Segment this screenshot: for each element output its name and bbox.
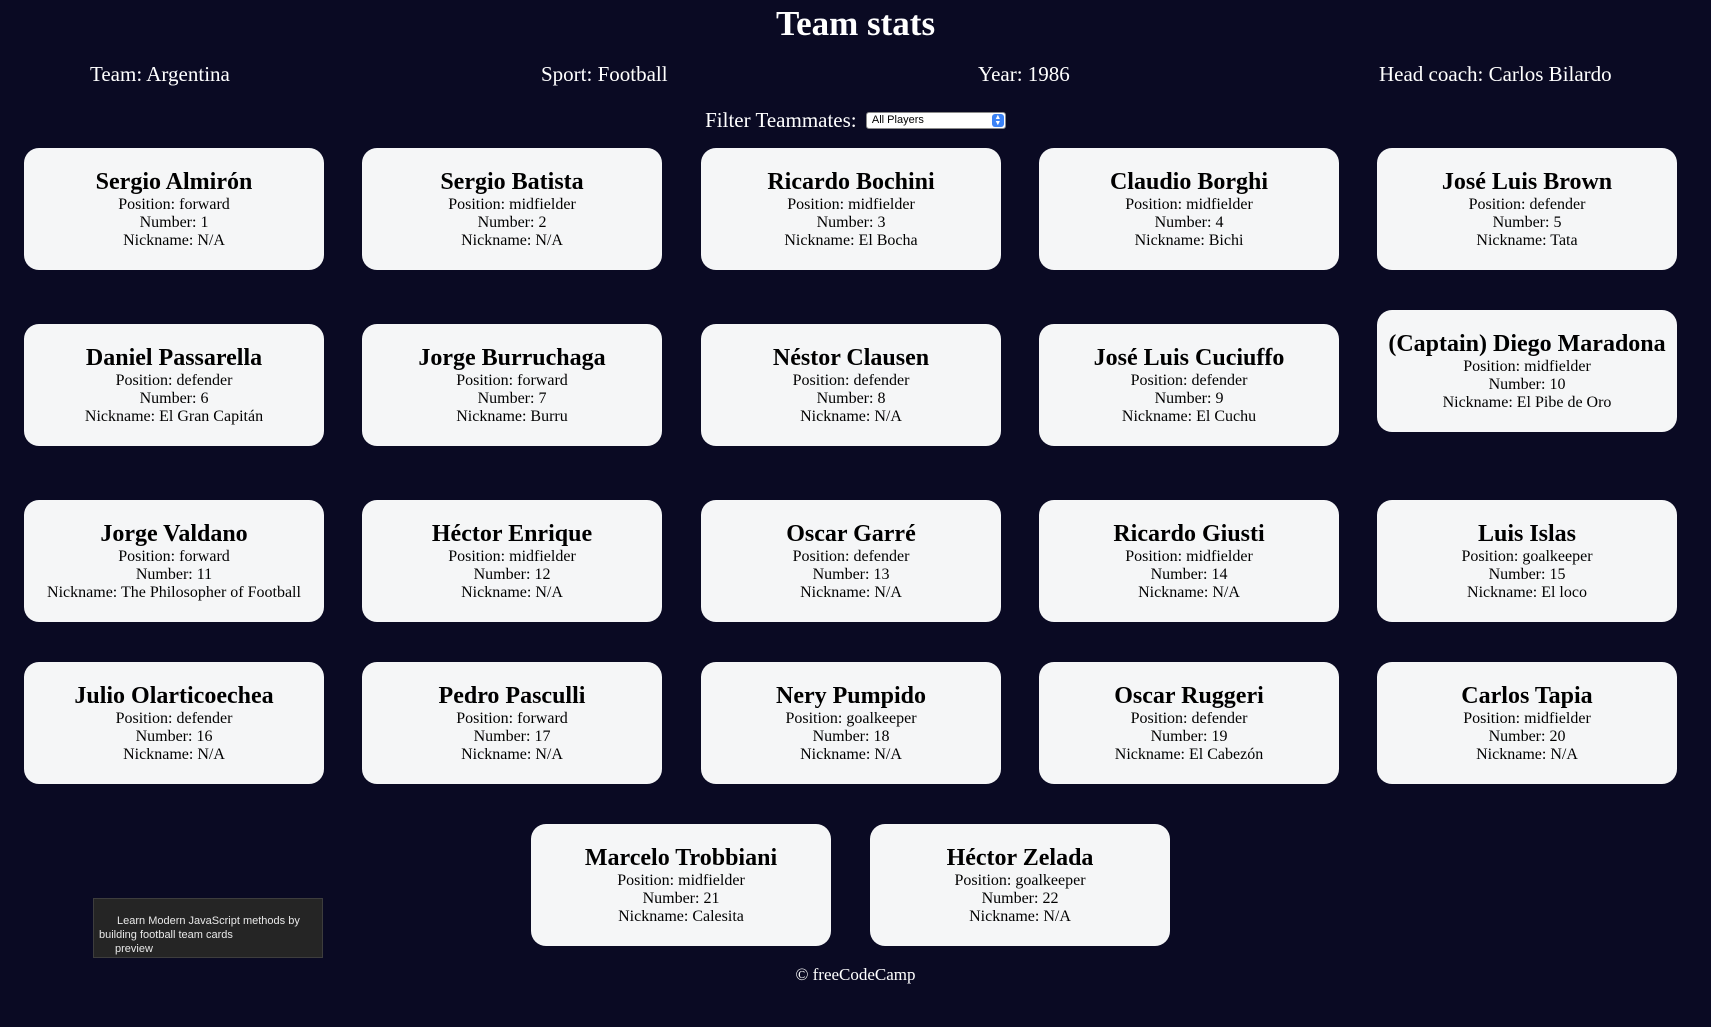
player-position: Position: defender	[1468, 196, 1586, 213]
player-number: Number: 9	[1154, 390, 1224, 407]
player-card	[701, 324, 1001, 446]
player-number: Number: 21	[642, 890, 720, 907]
player-position: Position: forward	[118, 548, 230, 565]
filter-selected-value: All Players	[871, 113, 924, 126]
player-card	[362, 324, 662, 446]
player-number: Number: 4	[1154, 214, 1224, 231]
player-number: Number: 17	[473, 728, 551, 745]
player-name: Sergio Almirón	[95, 169, 253, 195]
player-name: Oscar Garré	[786, 521, 916, 547]
player-nickname: Nickname: El Cuchu	[1121, 408, 1257, 425]
player-nickname: Nickname: N/A	[461, 584, 563, 601]
player-card	[24, 662, 324, 784]
player-name: Héctor Zelada	[946, 845, 1094, 871]
player-nickname: Nickname: N/A	[123, 232, 225, 249]
player-position: Position: forward	[456, 372, 568, 389]
player-position: Position: midfielder	[1125, 196, 1253, 213]
player-name: Carlos Tapia	[1461, 683, 1593, 709]
tooltip-text: Learn Modern JavaScript methods by building football team cards	[99, 915, 300, 941]
player-nickname: Nickname: N/A	[1476, 746, 1578, 763]
player-number: Number: 7	[477, 390, 547, 407]
player-name: Héctor Enrique	[431, 521, 593, 547]
player-nickname: Nickname: N/A	[800, 746, 902, 763]
player-number: Number: 16	[135, 728, 213, 745]
player-card	[701, 500, 1001, 622]
player-nickname: Nickname: The Philosopher of Football	[47, 584, 301, 601]
player-card	[24, 324, 324, 446]
player-nickname: Nickname: N/A	[123, 746, 225, 763]
player-name: Claudio Borghi	[1109, 169, 1269, 195]
player-position: Position: midfielder	[787, 196, 915, 213]
player-card	[1039, 324, 1339, 446]
player-nickname: Nickname: Calesita	[618, 908, 744, 925]
player-position: Position: goalkeeper	[785, 710, 917, 727]
player-nickname: Nickname: El Pibe de Oro	[1442, 394, 1612, 411]
player-card	[1377, 662, 1677, 784]
player-number: Number: 1	[139, 214, 209, 231]
player-number: Number: 20	[1488, 728, 1566, 745]
player-number: Number: 11	[135, 566, 213, 583]
player-number: Number: 14	[1150, 566, 1228, 583]
player-nickname: Nickname: N/A	[800, 584, 902, 601]
player-name: Ricardo Giusti	[1113, 521, 1265, 547]
player-name: Daniel Passarella	[85, 345, 263, 371]
player-number: Number: 5	[1492, 214, 1562, 231]
player-number: Number: 6	[139, 390, 209, 407]
player-number: Number: 22	[981, 890, 1059, 907]
player-name: Néstor Clausen	[772, 345, 930, 371]
team-year: Year: 1986	[978, 62, 1070, 86]
player-name: Marcelo Trobbiani	[584, 845, 778, 871]
player-card	[1039, 148, 1339, 270]
footer-copyright: © freeCodeCamp	[795, 965, 916, 984]
tooltip-preview-label: preview	[115, 943, 153, 955]
player-name: Pedro Pasculli	[438, 683, 586, 709]
player-position: Position: midfielder	[1463, 358, 1591, 375]
player-card	[362, 662, 662, 784]
player-position: Position: defender	[115, 710, 233, 727]
page-title: Team stats	[775, 4, 936, 43]
player-nickname: Nickname: El loco	[1467, 584, 1587, 601]
player-name: José Luis Cuciuffo	[1093, 345, 1285, 371]
player-number: Number: 8	[816, 390, 886, 407]
player-position: Position: defender	[792, 548, 910, 565]
player-name: Ricardo Bochini	[767, 169, 935, 195]
team-name: Team: Argentina	[90, 62, 230, 86]
player-card	[1377, 310, 1677, 432]
player-position: Position: goalkeeper	[1461, 548, 1593, 565]
player-number: Number: 19	[1150, 728, 1228, 745]
player-position: Position: midfielder	[448, 548, 576, 565]
player-card	[1377, 500, 1677, 622]
player-name: (Captain) Diego Maradona	[1388, 331, 1666, 357]
player-position: Position: defender	[115, 372, 233, 389]
player-number: Number: 18	[812, 728, 890, 745]
player-number: Number: 10	[1488, 376, 1566, 393]
player-number: Number: 2	[477, 214, 547, 231]
player-name: Sergio Batista	[440, 169, 584, 195]
player-card	[24, 148, 324, 270]
player-nickname: Nickname: Bichi	[1134, 232, 1244, 249]
filter-label: Filter Teammates:	[705, 108, 857, 133]
player-position: Position: defender	[1130, 710, 1248, 727]
player-name: Luis Islas	[1477, 521, 1577, 547]
player-card	[701, 148, 1001, 270]
chevron-updown-icon: ▲ ▼	[992, 114, 1004, 127]
player-nickname: Nickname: El Bocha	[784, 232, 918, 249]
player-nickname: Nickname: El Cabezón	[1114, 746, 1264, 763]
player-number: Number: 13	[812, 566, 890, 583]
player-number: Number: 3	[816, 214, 886, 231]
player-nickname: Nickname: El Gran Capitán	[84, 408, 264, 425]
player-nickname: Nickname: N/A	[1138, 584, 1240, 601]
player-name: Julio Olarticoechea	[74, 683, 274, 709]
player-name: Jorge Burruchaga	[418, 345, 606, 371]
player-card	[24, 500, 324, 622]
player-position: Position: midfielder	[448, 196, 576, 213]
player-position: Position: defender	[792, 372, 910, 389]
player-position: Position: goalkeeper	[954, 872, 1086, 889]
player-number: Number: 12	[473, 566, 551, 583]
player-card	[362, 148, 662, 270]
player-card	[870, 824, 1170, 946]
player-card	[1039, 662, 1339, 784]
player-card	[1039, 500, 1339, 622]
player-nickname: Nickname: N/A	[800, 408, 902, 425]
player-number: Number: 15	[1488, 566, 1566, 583]
preview-tooltip	[93, 898, 323, 958]
player-nickname: Nickname: N/A	[461, 232, 563, 249]
head-coach: Head coach: Carlos Bilardo	[1379, 62, 1612, 86]
player-nickname: Nickname: N/A	[969, 908, 1071, 925]
player-name: Jorge Valdano	[100, 521, 248, 547]
player-nickname: Nickname: N/A	[461, 746, 563, 763]
player-name: José Luis Brown	[1441, 169, 1613, 195]
player-card	[362, 500, 662, 622]
player-nickname: Nickname: Tata	[1476, 232, 1578, 249]
player-position: Position: midfielder	[1463, 710, 1591, 727]
player-position: Position: forward	[118, 196, 230, 213]
team-sport: Sport: Football	[541, 62, 668, 86]
player-card	[1377, 148, 1677, 270]
player-position: Position: midfielder	[617, 872, 745, 889]
player-nickname: Nickname: Burru	[456, 408, 568, 425]
player-position: Position: forward	[456, 710, 568, 727]
player-card	[531, 824, 831, 946]
player-position: Position: midfielder	[1125, 548, 1253, 565]
player-name: Oscar Ruggeri	[1114, 683, 1264, 709]
player-position: Position: defender	[1130, 372, 1248, 389]
player-name: Nery Pumpido	[776, 683, 926, 709]
player-card	[701, 662, 1001, 784]
